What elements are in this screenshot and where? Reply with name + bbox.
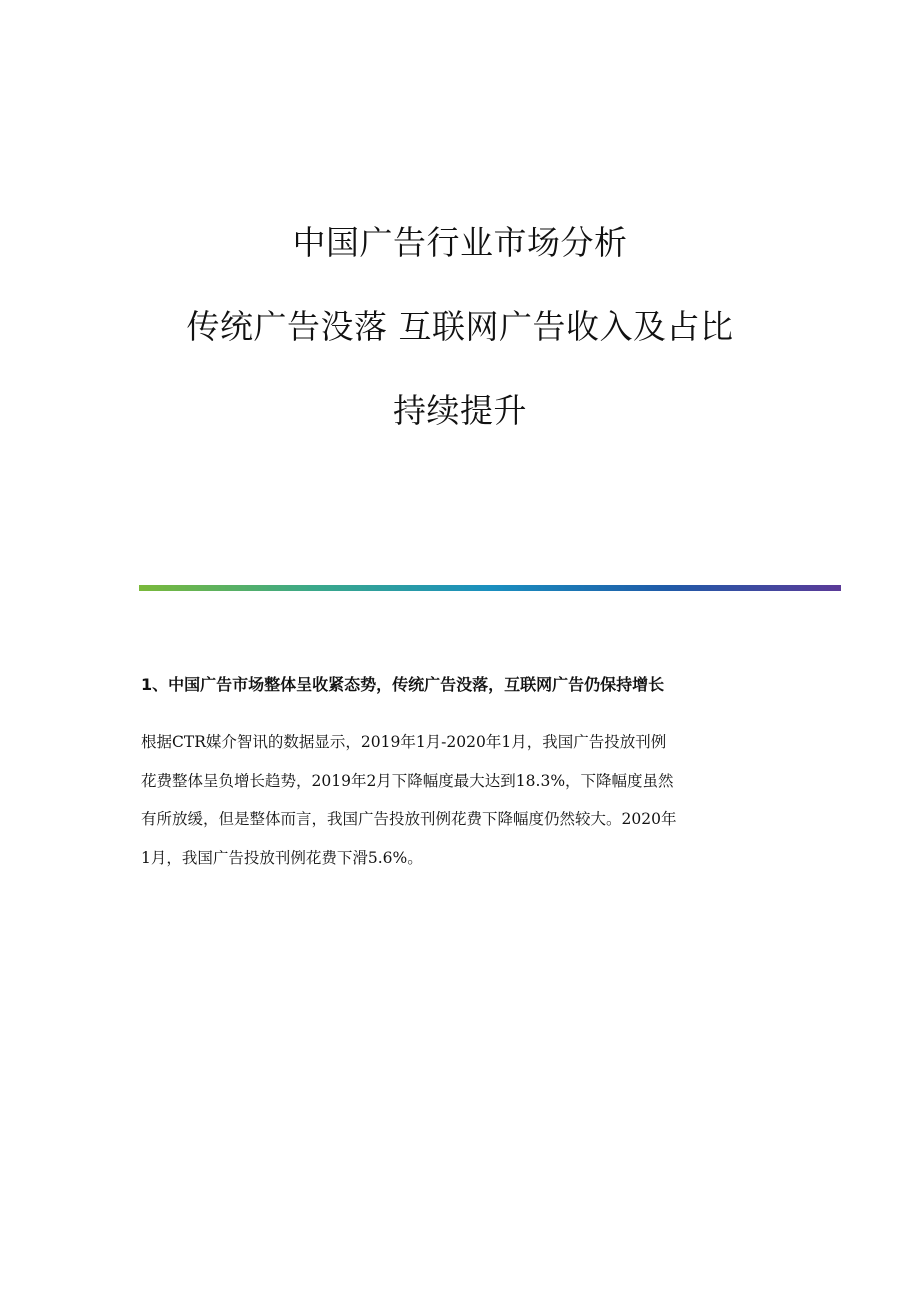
paragraph-line: 有所放缓，但是整体而言，我国广告投放刊例花费下降幅度仍然较大。2020年 (141, 810, 677, 828)
title-line-2: 传统广告没落 互联网广告收入及占比 (186, 307, 734, 346)
document-title (0, 205, 920, 431)
paragraph-line: 1月，我国广告投放刊例花费下滑5.6%。 (141, 848, 423, 867)
paragraph-line: 根据CTR媒介智讯的数据显示，2019年1月-2020年1月，我国广告投放刊例 (141, 733, 667, 751)
title-line-1: 中国广告行业市场分析 (292, 223, 628, 262)
body-paragraph (141, 728, 781, 882)
gradient-divider (139, 585, 841, 591)
paragraph-line: 花费整体呈负增长趋势，2019年2月下降幅度最大达到18.3%，下降幅度虽然 (141, 771, 674, 790)
title-line-3: 持续提升 (393, 391, 527, 430)
section-heading: 1、中国广告市场整体呈收紧态势，传统广告没落，互联网广告仍保持增长 (141, 675, 665, 694)
